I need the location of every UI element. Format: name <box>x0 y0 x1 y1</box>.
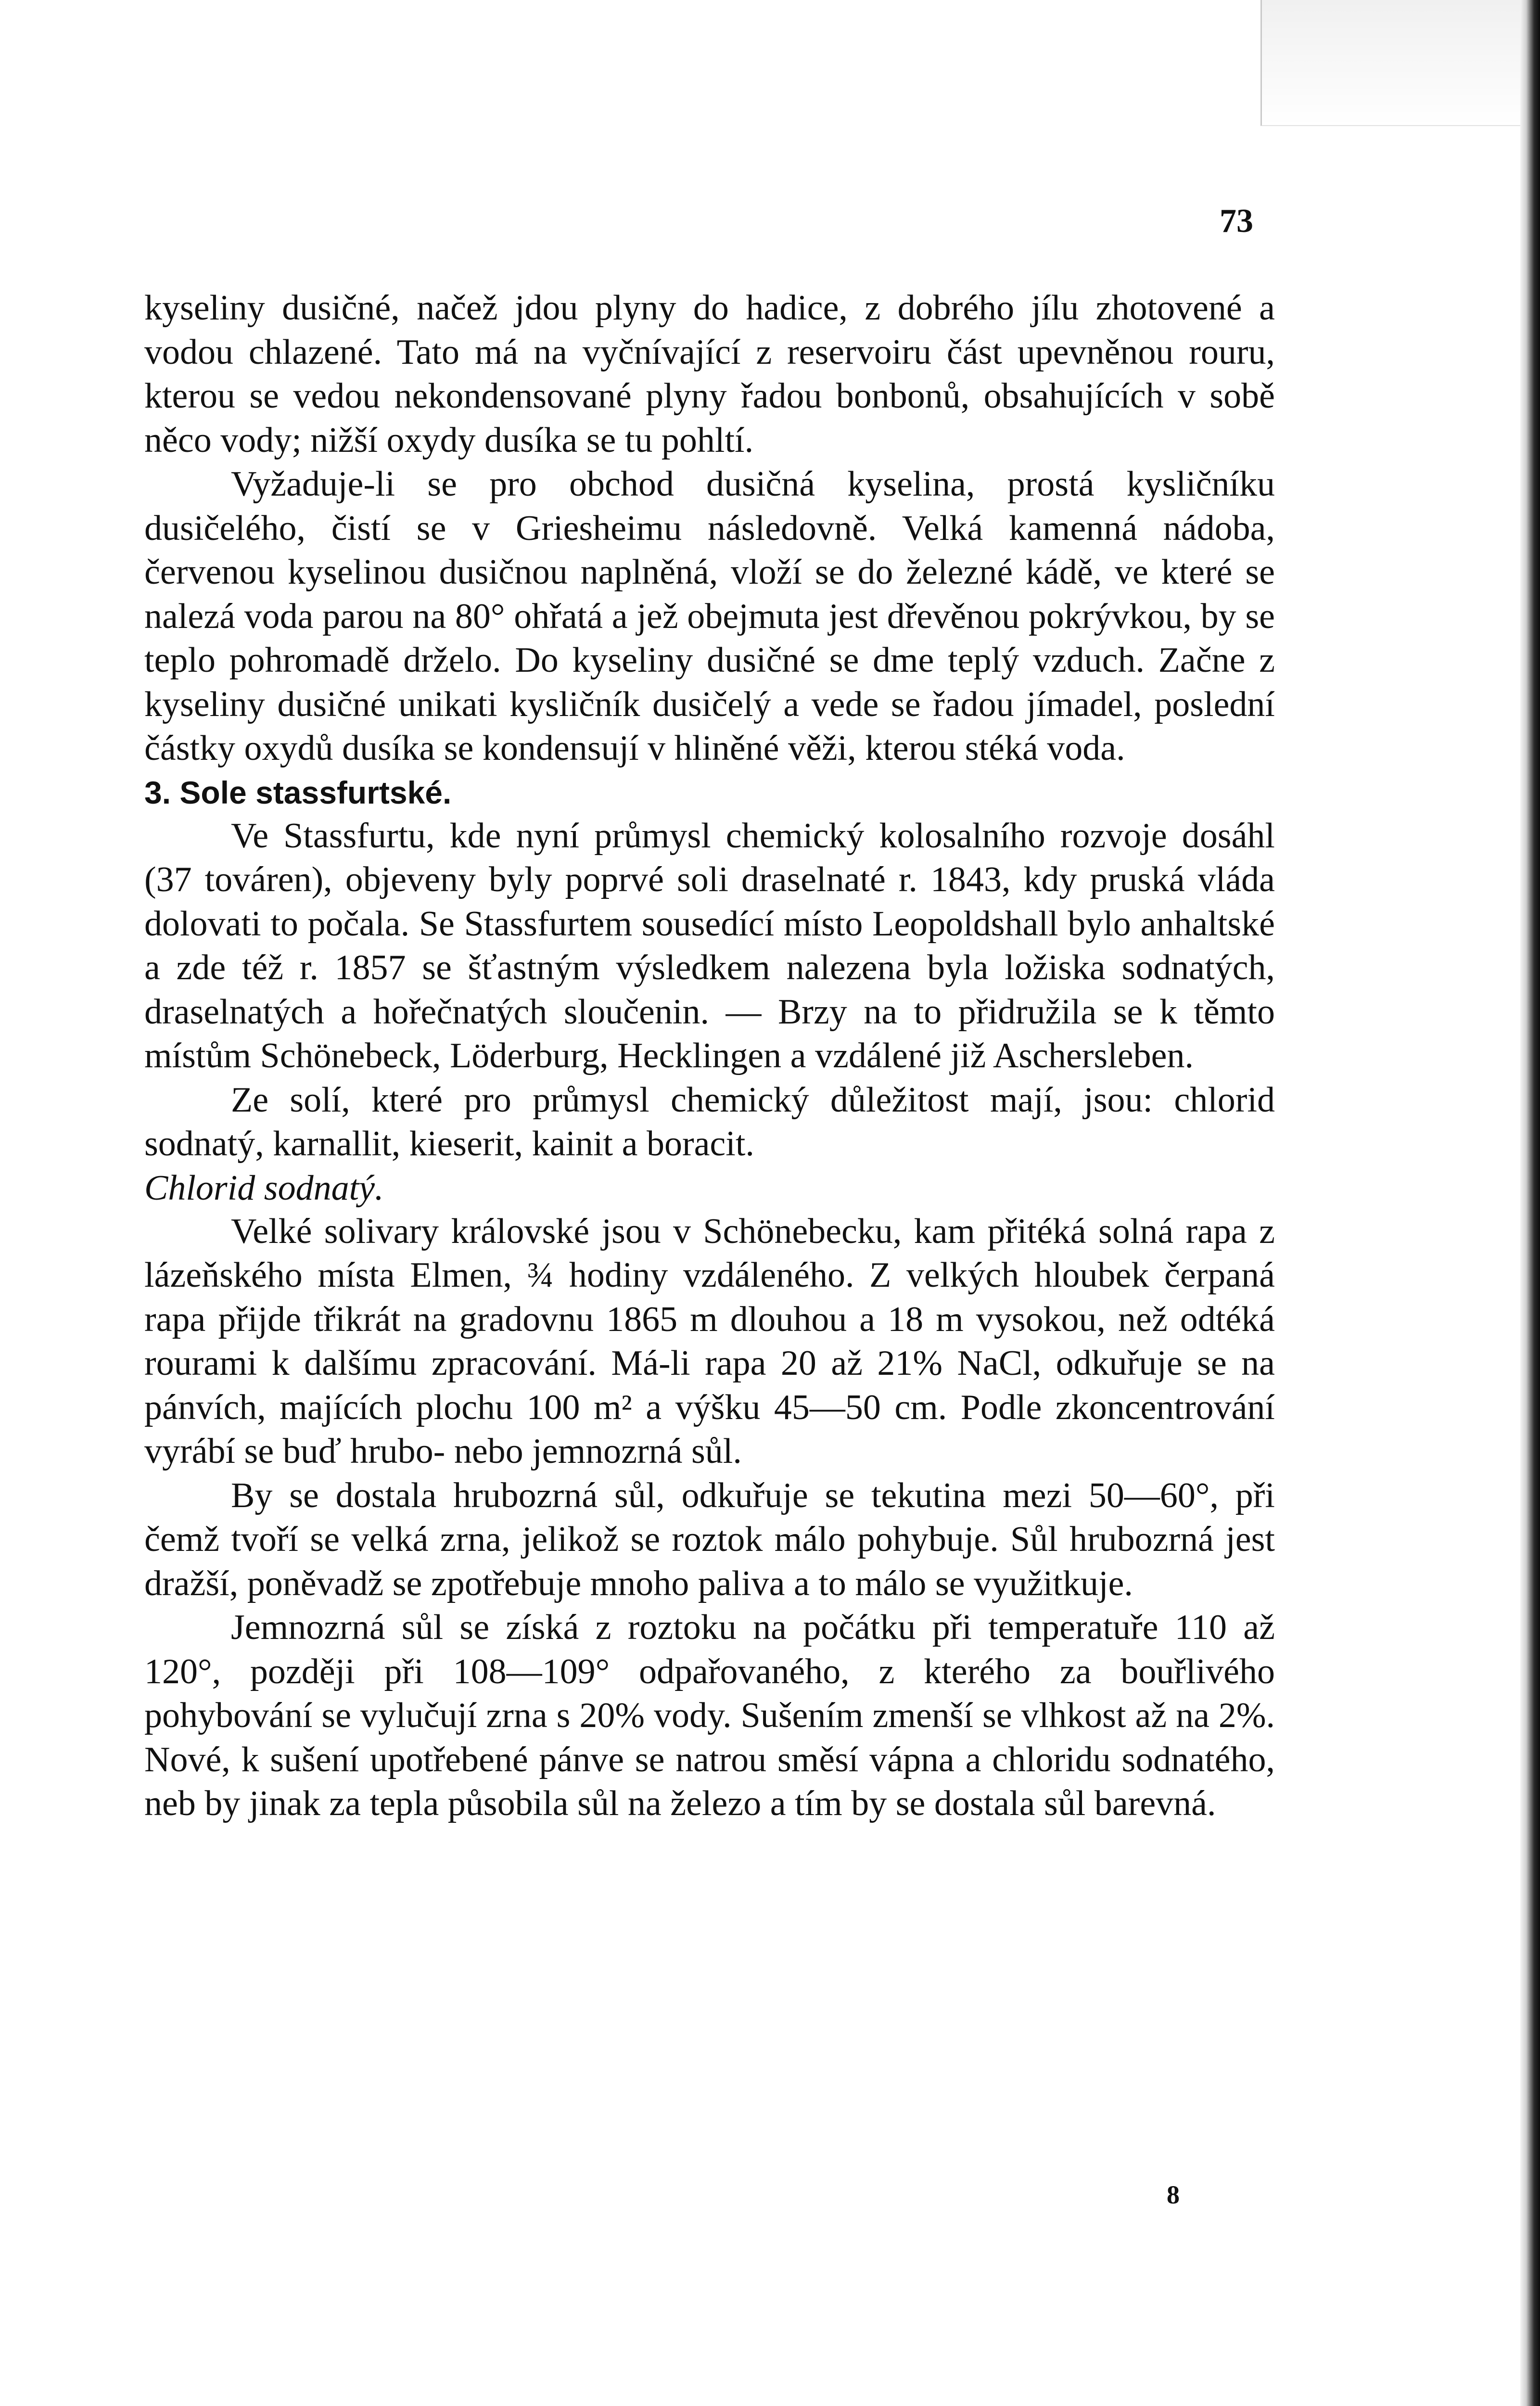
signature-mark: 8 <box>1167 2180 1180 2209</box>
page-number: 73 <box>1220 203 1253 240</box>
section-title-stassfurt-salts: 3. Sole stassfurtské. <box>144 774 452 810</box>
paragraph-fine-salt: Jemnozrná sůl se získá z roztoku na počátku při temperatuře 110 až 120°, později při 108—109° odpařovaného, z kterého za bouřlivého pohybování se vylučují zrna s 20% vody. Sušením zmenší se vlhkost až na 2%. Nové, k sušení upotřebené pánve se natrou směsí vápna a chloridu sodnatého, neb by jinak za tepla působila sůl na železo a tím by se dostala sůl barevná. <box>144 1608 1275 1823</box>
subsection-title-sodium-chloride: Chlorid sodnatý. <box>144 1168 384 1208</box>
paragraph-schonebeck-saltworks: Velké solivary královské jsou v Schönebecku, kam přitéká solná rapa z lázeňského místa Elmen, ¾ hodiny vzdáleného. Z velkých hloubek čerpaná rapa přijde třikrát na gradovnu 1865 m dlouhou a 18 m vysokou, než odtéká rourami k dalšímu zpracování. Má-li rapa 20 až 21% NaCl, odkuřuje se na pánvích, majících plochu 100 m² a výšku 45—50 cm. Podle zkoncentrování vyrábí se buď hrubo- nebo jemnozrná sůl. <box>144 1211 1275 1471</box>
scan-dark-edge <box>1520 0 1540 2406</box>
paragraph-griesheim-process: Vyžaduje-li se pro obchod dusičná kyselina, prostá kysličníku dusičelého, čistí se v Griesheimu následovně. Velká kamenná nádoba, červenou kyselinou dusičnou naplněná, vloží se do železné kádě, ve které se nalezá voda parou na 80° ohřatá a jež obejmuta jest dřevěnou pokrývkou, by se teplo pohromadě drželo. Do kyseliny dusičné se dme teplý vzduch. Začne z kyseliny dusičné unikati kysličník dusičelý a vede se řadou jímadel, poslední částky oxydů dusíka se kondensují v hliněné věži, kterou stéká voda. <box>144 464 1275 768</box>
scan-edge-strip <box>1260 0 1520 126</box>
page-body <box>144 286 1275 1826</box>
paragraph-nitric-acid-continuation: kyseliny dusičné, načež jdou plyny do hadice, z dobrého jílu zhotovené a vodou chlazené. Tato má na vyčnívající z reservoiru část upevněnou rouru, kterou se vedou nekondensované plyny řadou bonbonů, obsahujících v sobě něco vody; nižší oxydy dusíka se tu pohltí. <box>144 288 1275 460</box>
paragraph-salt-list: Ze solí, které pro průmysl chemický důležitost mají, jsou: chlorid sodnatý, karnallit, kieserit, kainit a boracit. <box>144 1080 1275 1164</box>
paragraph-coarse-salt: By se dostala hrubozrná sůl, odkuřuje se tekutina mezi 50—60°, při čemž tvoří se velká zrna, jelikož se roztok málo pohybuje. Sůl hrubozrná jest dražší, poněvadž se zpotřebuje mnoho paliva a to málo se využitkuje. <box>144 1475 1275 1603</box>
paragraph-stassfurt-history: Ve Stassfurtu, kde nyní průmysl chemický kolosalního rozvoje dosáhl (37 továren), objeveny byly poprvé soli draselnaté r. 1843, kdy pruská vláda dolovati to počala. Se Stassfurtem sousedící místo Leopoldshall bylo anhaltské a zde též r. 1857 se šťastným výsledkem nalezena byla ložiska sodnatých, draselnatých a hořečnatých sloučenin. — Brzy na to přidružila se k těmto místům Schönebeck, Löderburg, Hecklingen a vzdálené již Aschersleben. <box>144 816 1275 1075</box>
